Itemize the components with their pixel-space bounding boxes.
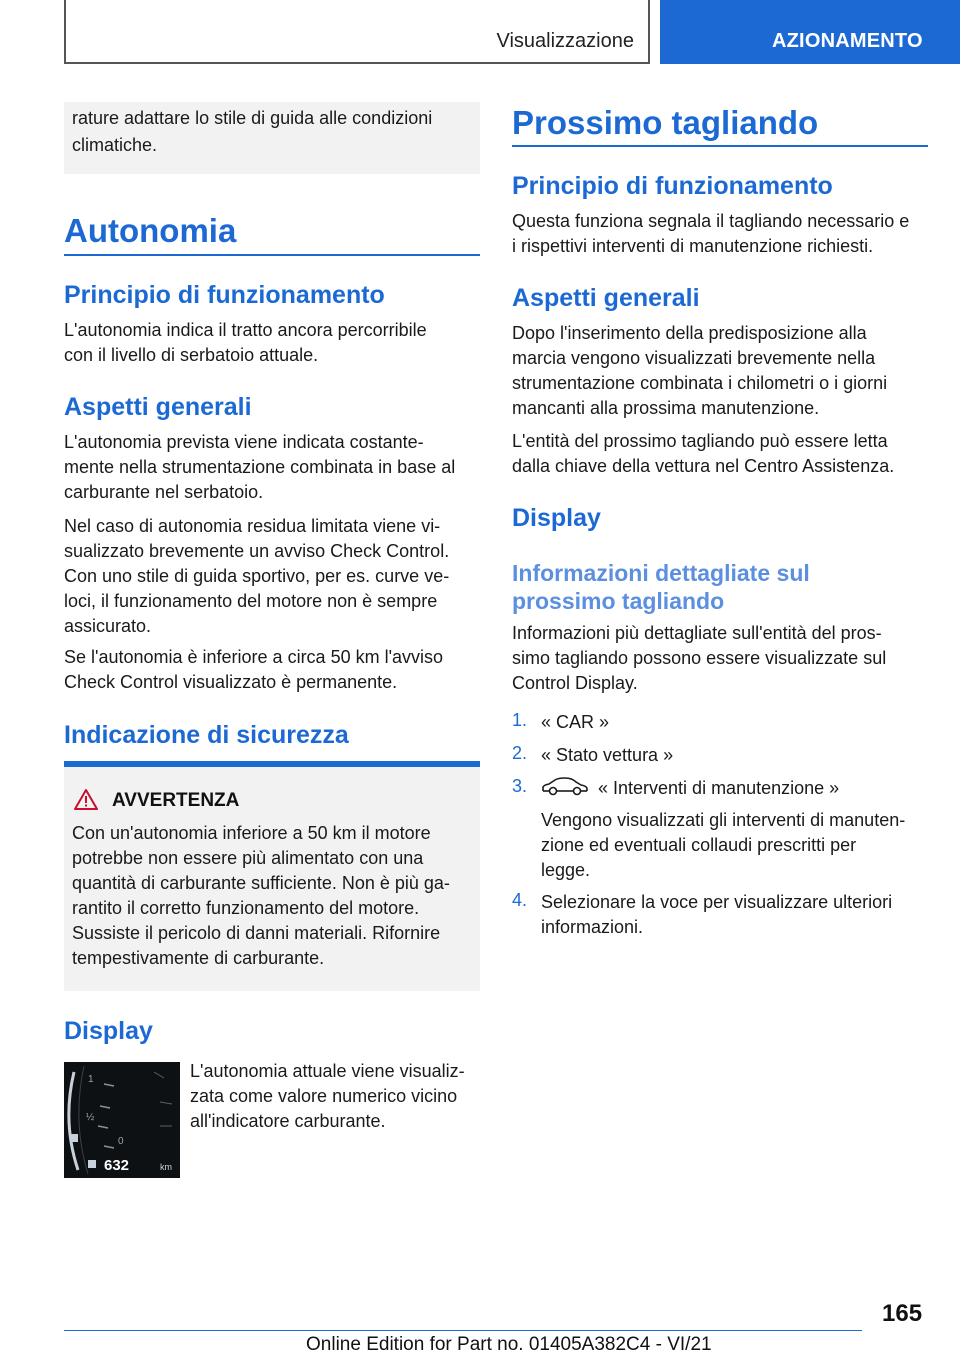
step-number: 4.: [512, 890, 528, 910]
text-line: all'indicatore carburante.: [190, 1111, 386, 1131]
step-number: 1.: [512, 710, 528, 730]
section-title-autonomia: Autonomia: [64, 212, 237, 249]
text-line: Se l'autonomia è inferiore a circa 50 km l'avviso: [64, 647, 444, 667]
text-line: Informazioni dettagliate sul: [512, 560, 810, 586]
text-line: assicurato.: [64, 616, 152, 636]
continued-note-line-2: climatiche.: [72, 135, 158, 155]
paragraph-display-autonomia: [190, 1059, 484, 1134]
step-3-detail: [541, 808, 931, 883]
step-text: « CAR »: [541, 712, 610, 732]
text-line: loci, il funzionamento del motore non è sempre: [64, 591, 438, 611]
text-line: zione ed eventuali collaudi prescritti per: [541, 835, 857, 855]
text-line: legge.: [541, 860, 591, 880]
car-icon: [541, 776, 589, 798]
page-number: 165: [882, 1300, 923, 1327]
text-line: Check Control visualizzato è permanente.: [64, 672, 398, 692]
paragraph-principio-autonomia: [64, 318, 480, 368]
text-line: Nel caso di autonomia residua limitata viene vi‐: [64, 516, 441, 536]
section-title-rule: [64, 254, 480, 256]
text-line: Con uno stile di guida sportivo, per es. curve ve‐: [64, 566, 450, 586]
step-number: 3.: [512, 776, 528, 796]
header-section-tab: [64, 0, 650, 64]
paragraph-aspetti-tagliando-b: [512, 429, 932, 479]
text-line: informazioni.: [541, 917, 644, 937]
heading-principio-tagliando: Principio di funzionamento: [512, 172, 833, 200]
step-text: « Stato vettura »: [541, 745, 674, 765]
text-line: mente nella strumentazione combinata in base al: [64, 457, 456, 477]
text-line: i rispettivi interventi di manutenzione richiesti.: [512, 236, 874, 256]
fuel-gauge-image: [64, 1062, 180, 1178]
section-title-rule: [512, 145, 928, 147]
paragraph-aspetti-c: [64, 645, 484, 695]
paragraph-info-dettagliate: [512, 621, 932, 696]
step-number: 2.: [512, 743, 528, 763]
text-line: rantito il corretto funzionamento del motore.: [72, 898, 420, 918]
continued-note-line-1: rature adattare lo stile di guida alle condizioni: [72, 108, 433, 128]
text-line: Con un'autonomia inferiore a 50 km il motore: [72, 823, 431, 843]
warning-triangle-icon: [74, 788, 98, 810]
text-line: Control Display.: [512, 673, 638, 693]
warning-text: [72, 821, 476, 971]
text-line: prossimo tagliando: [512, 588, 725, 614]
text-line: simo tagliando possono essere visualizzate sul: [512, 648, 887, 668]
text-line: marcia vengono visualizzati brevemente nella: [512, 348, 876, 368]
text-line: potrebbe non essere più alimentato con una: [72, 848, 424, 868]
gauge-range-unit: km: [160, 1162, 172, 1172]
heading-info-dettagliate: [512, 559, 928, 615]
text-line: dalla chiave della vettura nel Centro Assistenza.: [512, 456, 895, 476]
header-chapter-tab: [660, 0, 960, 64]
text-line: zata come valore numerico vicino: [190, 1086, 458, 1106]
text-line: L'autonomia indica il tratto ancora percorribile: [64, 320, 427, 340]
paragraph-aspetti-tagliando-a: [512, 321, 932, 421]
text-line: Informazioni più dettagliate sull'entità del pros‐: [512, 623, 882, 643]
footer-edition: Online Edition for Part no. 01405A382C4 - VI/21: [306, 1334, 712, 1355]
paragraph-aspetti-b: [64, 514, 484, 639]
step-4-text: [541, 890, 931, 940]
heading-aspetti-tagliando: Aspetti generali: [512, 284, 700, 312]
text-line: quantità di carburante sufficiente. Non è più ga‐: [72, 873, 450, 893]
gauge-label-full: 1: [88, 1074, 94, 1085]
continued-note-box: [64, 102, 480, 174]
text-line: Sussiste il pericolo di danni materiali. Rifornire: [72, 923, 441, 943]
text-line: sualizzato brevemente un avviso Check Control.: [64, 541, 450, 561]
text-line: Selezionare la voce per visualizzare ulteriori: [541, 892, 893, 912]
text-line: L'autonomia prevista viene indicata costante‐: [64, 432, 424, 452]
heading-sicurezza: Indicazione di sicurezza: [64, 721, 349, 749]
warning-title: AVVERTENZA: [112, 790, 240, 811]
text-line: tempestivamente di carburante.: [72, 948, 325, 968]
gauge-label-half: ½: [86, 1112, 95, 1123]
text-line: carburante nel serbatoio.: [64, 482, 264, 502]
heading-principio-autonomia: Principio di funzionamento: [64, 281, 385, 309]
header-chapter-label: AZIONAMENTO: [772, 30, 923, 52]
header-section-label: Visualizzazione: [496, 30, 634, 52]
text-line: con il livello di serbatoio attuale.: [64, 345, 319, 365]
paragraph-aspetti-a: [64, 430, 484, 505]
heading-aspetti-autonomia: Aspetti generali: [64, 393, 252, 421]
text-line: Questa funziona segnala il tagliando necessario e: [512, 211, 910, 231]
text-line: L'autonomia attuale viene visualiz‐: [190, 1061, 465, 1081]
text-line: mancanti alla prossima manutenzione.: [512, 398, 820, 418]
text-line: L'entità del prossimo tagliando può essere letta: [512, 431, 888, 451]
heading-display-tagliando: Display: [512, 504, 601, 532]
gauge-label-empty: 0: [118, 1136, 124, 1147]
step-text: « Interventi di manutenzione »: [598, 778, 840, 798]
paragraph-principio-tagliando: [512, 209, 932, 259]
section-title-tagliando: Prossimo tagliando: [512, 104, 819, 141]
heading-display-autonomia: Display: [64, 1017, 153, 1045]
fuel-gauge-illustration: [64, 1062, 180, 1178]
text-line: Dopo l'inserimento della predisposizione alla: [512, 323, 867, 343]
footer-rule: [64, 1330, 862, 1331]
gauge-range-value: 632: [104, 1157, 130, 1174]
text-line: strumentazione combinata i chilometri o i giorni: [512, 373, 888, 393]
text-line: Vengono visualizzati gli interventi di manuten‐: [541, 810, 906, 830]
